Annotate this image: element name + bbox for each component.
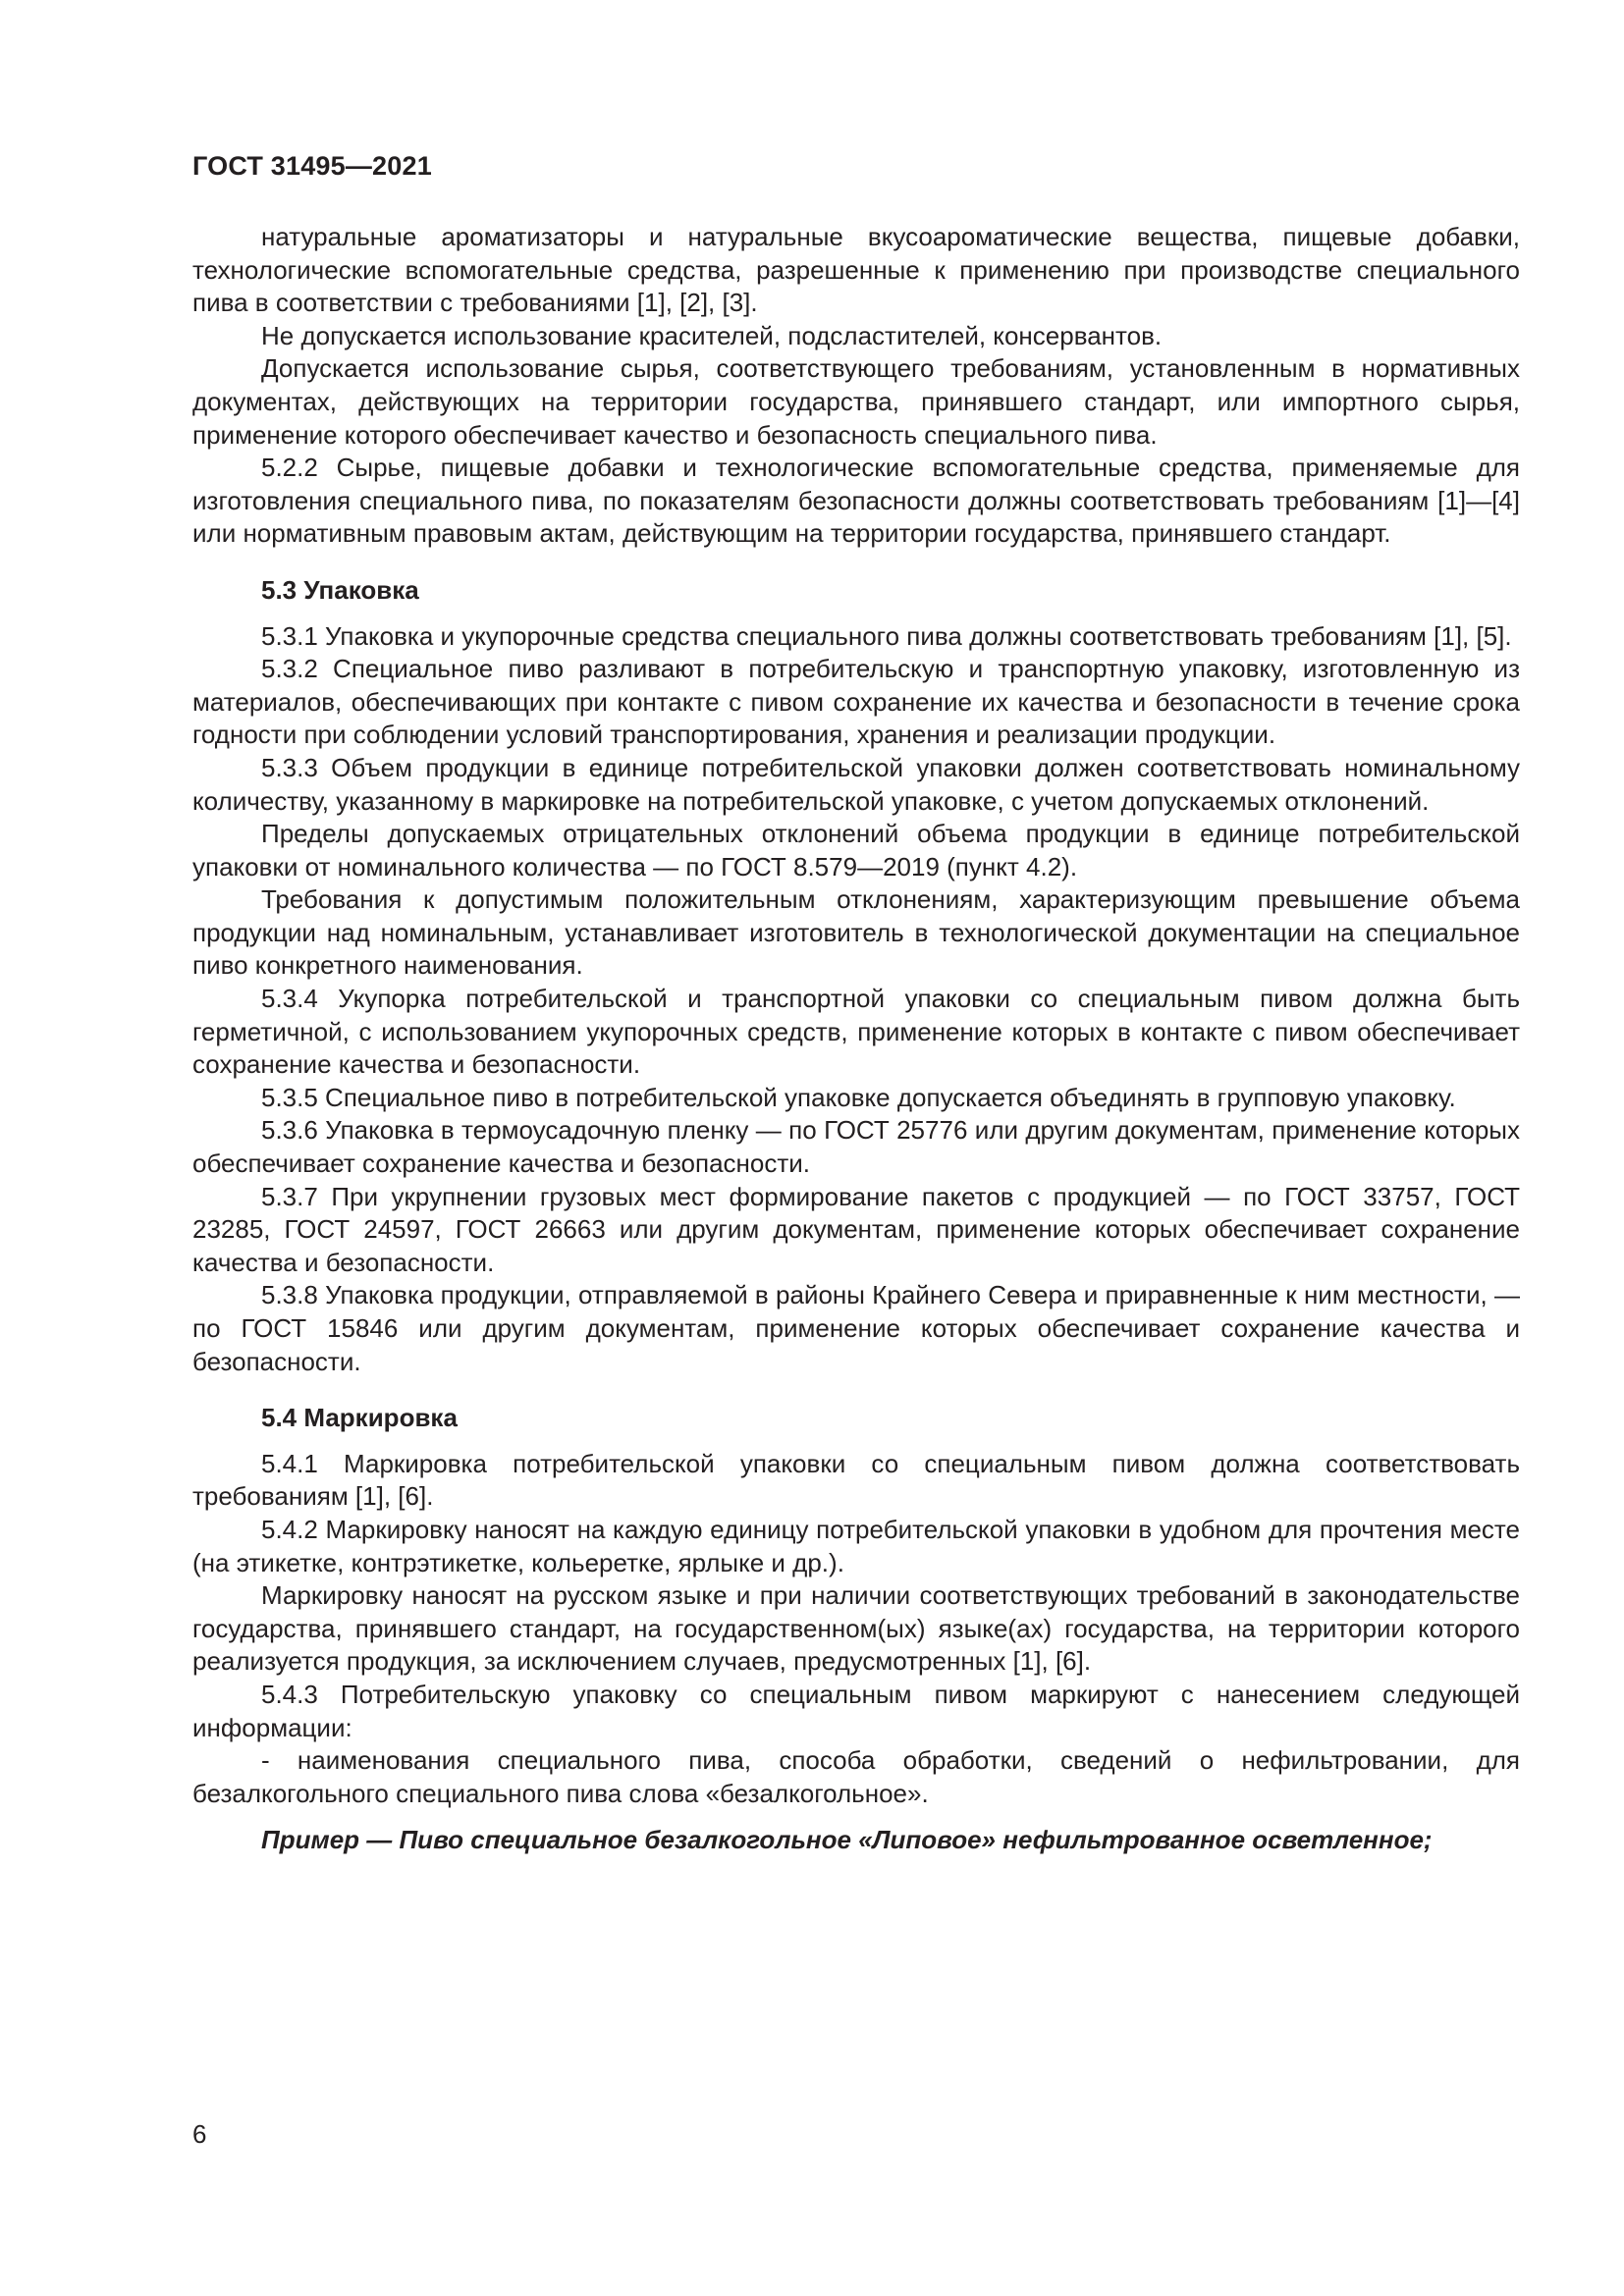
paragraph: 5.4.1 Маркировка потребительской упаковки со специальным пивом должна соответствовать требованиям [1], [6]. [192,1448,1520,1512]
paragraph: Не допускается использование красителей, подсластителей, консервантов. [261,320,1163,350]
paragraph: Маркировку наносят на русском языке и при наличии соответствующих требований в законодательстве государства, принявшего стандарт, на государственном(ых) языке(ах) государства, на территории которого реализуется продукция, за исключением случаев, предусмотренных [1], [6]. [192,1580,1520,1677]
example-paragraph: Пример — Пиво специальное безалкогольное «Липовое» нефильтрованное осветленное; [261,1825,1433,1855]
paragraph: натуральные ароматизаторы и натуральные вкусоароматические вещества, пищевые добавки, технологические вспомогательные средства, разрешенные к применению при производстве специального пива в соответствии с требованиями [1], [2], [3]. [192,222,1520,318]
paragraph: 5.3.6 Упаковка в термоусадочную пленку — по ГОСТ 25776 или другим документам, применение которых обеспечивает сохранение качества и безопасности. [192,1115,1520,1179]
paragraph: - наименования специального пива, способа обработки, сведений о нефильтровании, для безалкогольного специального пива слова «безалкогольное». [192,1745,1520,1808]
paragraph: Пределы допускаемых отрицательных отклонений объема продукции в единице потребительской упаковки от номинального количества — по ГОСТ 8.579—2019 (пункт 4.2). [192,819,1520,881]
paragraph: 5.3.5 Специальное пиво в потребительской упаковке допускается объединять в групповую упаковку. [261,1082,1456,1112]
section-heading-marking: 5.4 Маркировка [261,1403,458,1433]
paragraph: 5.3.1 Упаковка и укупорочные средства специального пива должны соответствовать требованиям [1], [5]. [261,620,1512,651]
paragraph: 5.3.4 Укупорка потребительской и транспортной упаковки со специальным пивом должна быть герметичной, с использованием укупорочных средств, применение которых в контакте с пивом обеспечивает сохранение качества и безопасности. [192,984,1520,1080]
paragraph: 5.3.7 При укрупнении грузовых мест формирование пакетов с продукцией — по ГОСТ 33757, ГОСТ 23285, ГОСТ 24597, ГОСТ 26663 или другим документам, применение которых обеспечивает сохранение качества и безопасности. [192,1181,1520,1277]
paragraph: 5.3.8 Упаковка продукции, отправляемой в районы Крайнего Севера и приравненные к ним местности, — по ГОСТ 15846 или другим документам, применение которых обеспечивает сохранение качества и безопасности. [192,1280,1520,1376]
page-number: 6 [192,2119,207,2149]
document-body [192,221,1520,1857]
paragraph: 5.4.2 Маркировку наносят на каждую единицу потребительской упаковки в удобном для прочтения месте (на этикетке, контрэтикетке, кольеретке, ярлыке и др.). [192,1514,1520,1577]
paragraph: Требования к допустимым положительным отклонениям, характеризующим превышение объема продукции над номинальным, устанавливает изготовитель в технологической документации на специальное пиво конкретного наименования. [192,884,1520,981]
section-heading-packaging: 5.3 Упаковка [261,574,419,605]
paragraph: Допускается использование сырья, соответствующего требованиям, установленным в нормативных документах, действующих на территории государства, принявшего стандарт, или импортного сырья, применение которого обеспечивает качество и безопасность специального пива. [192,353,1520,450]
standard-header: ГОСТ 31495—2021 [192,151,432,181]
paragraph: 5.4.3 Потребительскую упаковку со специальным пивом маркируют с нанесением следующей информации: [192,1679,1520,1742]
paragraph: 5.2.2 Сырье, пищевые добавки и технологические вспомогательные средства, применяемые для изготовления специального пива, по показателям безопасности должны соответствовать требованиям [1]—[4] или нормативным правовым актам, действующим на территории государства, принявшего стандарт. [192,453,1520,549]
paragraph: 5.3.3 Объем продукции в единице потребительской упаковки должен соответствовать номинальному количеству, указанному в маркировке на потребительской упаковке, с учетом допускаемых отклонений. [192,752,1520,816]
paragraph: 5.3.2 Специальное пиво разливают в потребительскую и транспортную упаковку, изготовленную из материалов, обеспечивающих при контакте с пивом сохранение их качества и безопасности в течение срока годности при соблюдении условий транспортирования, хранения и реализации продукции. [192,654,1520,750]
